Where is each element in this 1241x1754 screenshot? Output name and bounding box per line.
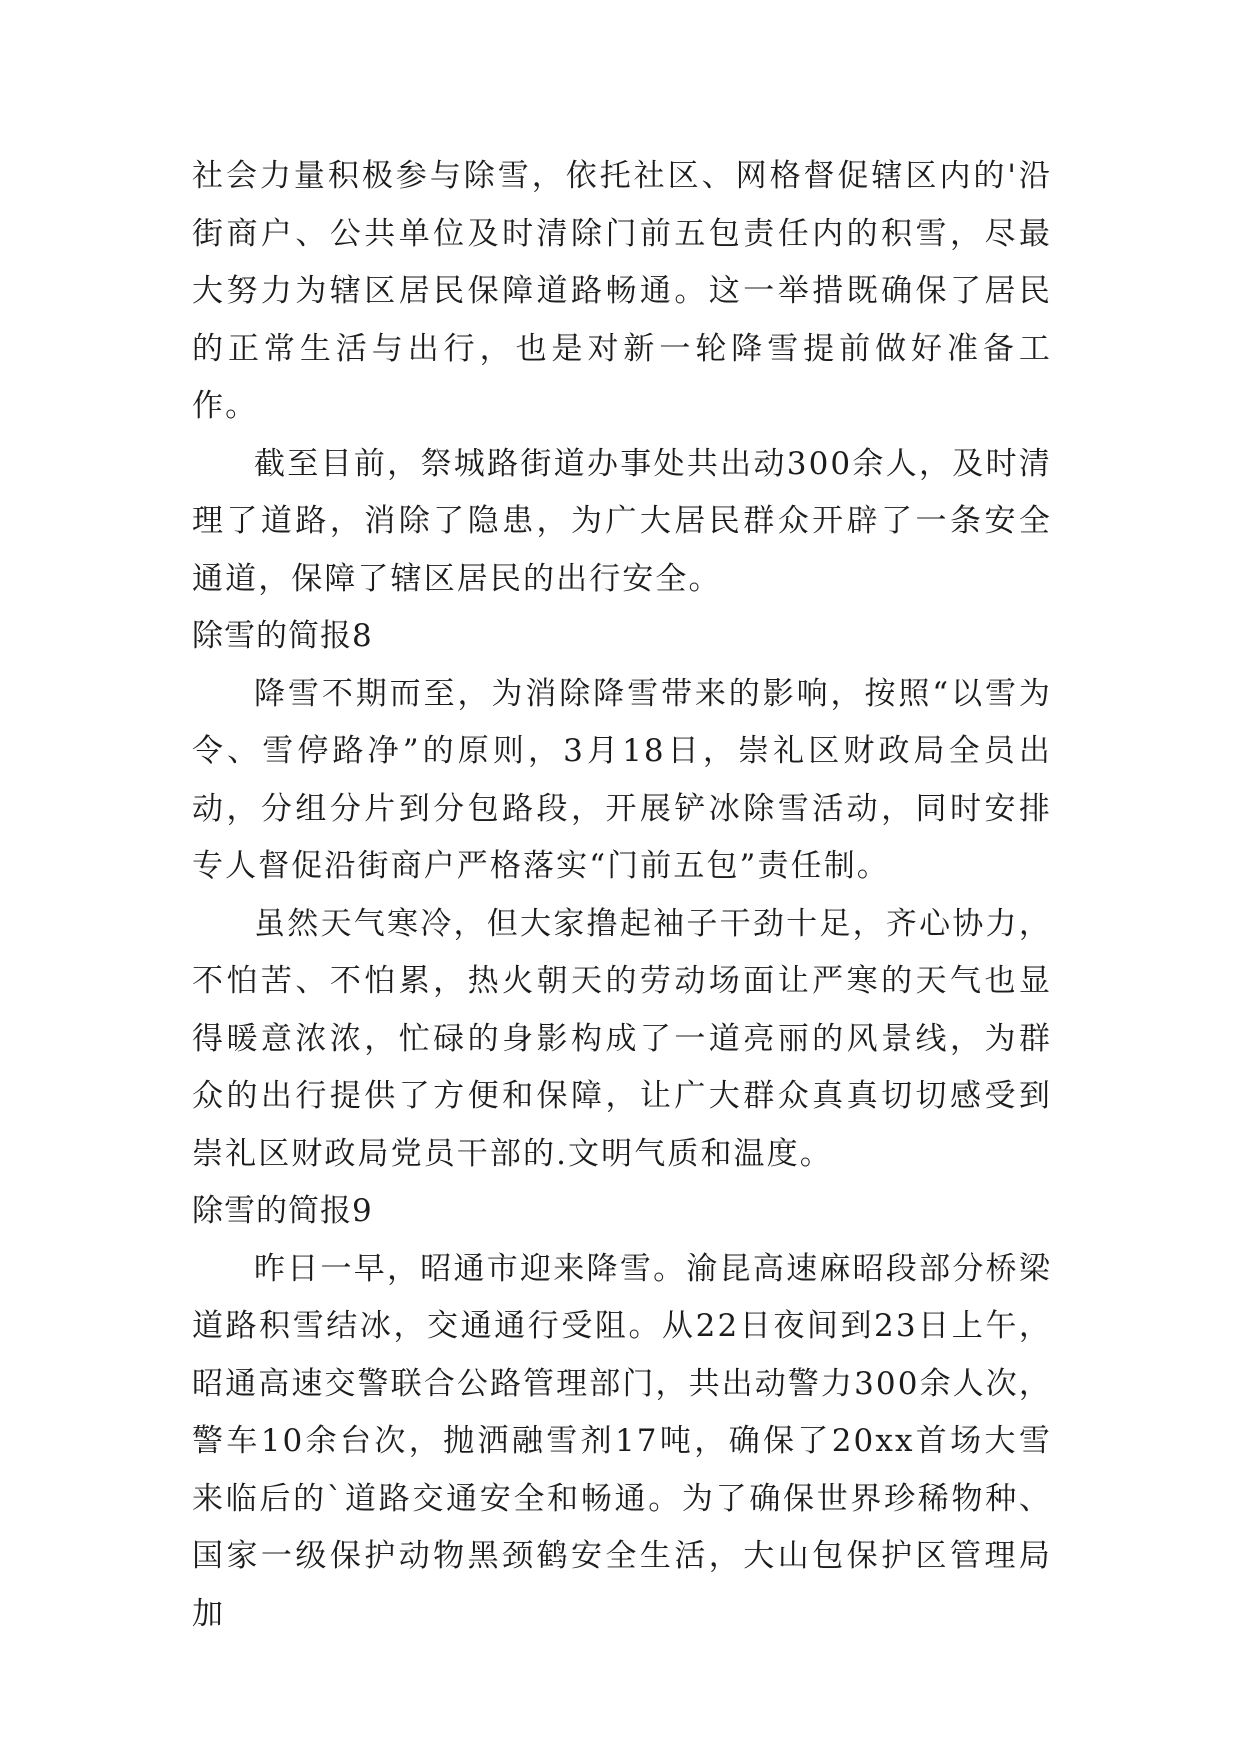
paragraph: 昨日一早，昭通市迎来降雪。渝昆高速麻昭段部分桥梁道路积雪结冰，交通通行受阻。从22日夜间到23日上午，昭通高速交警联合公路管理部门，共出动警力300余人次，警车10余台次，抛洒融雪剂17吨，确保了20xx首场大雪来临后的`道路交通安全和畅通。为了确保世界珍稀物种、国家一级保护动物黑颈鹤安全生活，大山包保护区管理局加: [192, 1250, 1052, 1632]
document-body: [192, 148, 1052, 1643]
section-heading: 除雪的简报9: [192, 1193, 373, 1229]
paragraph: 降雪不期而至，为消除降雪带来的影响，按照“以雪为令、雪停路净”的原则，3月18日，崇礼区财政局全员出动，分组分片到分包路段，开展铲冰除雪活动，同时安排专人督促沿街商户严格落实“门前五包”责任制。: [192, 675, 1052, 884]
paragraph: 社会力量积极参与除雪，依托社区、网格督促辖区内的'沿街商户、公共单位及时清除门前五包责任内的积雪，尽最大努力为辖区居民保障道路畅通。这一举措既确保了居民的正常生活与出行，也是对新一轮降雪提前做好准备工作。: [192, 158, 1052, 424]
section-heading: 除雪的简报8: [192, 618, 373, 654]
paragraph: 截至目前，祭城路街道办事处共出动300余人，及时清理了道路，消除了隐患，为广大居民群众开辟了一条安全通道，保障了辖区居民的出行安全。: [192, 445, 1052, 597]
paragraph: 虽然天气寒冷，但大家撸起袖子干劲十足，齐心协力，不怕苦、不怕累，热火朝天的劳动场面让严寒的天气也显得暖意浓浓，忙碌的身影构成了一道亮丽的风景线，为群众的出行提供了方便和保障，让广大群众真真切切感受到崇礼区财政局党员干部的.文明气质和温度。: [192, 905, 1052, 1172]
